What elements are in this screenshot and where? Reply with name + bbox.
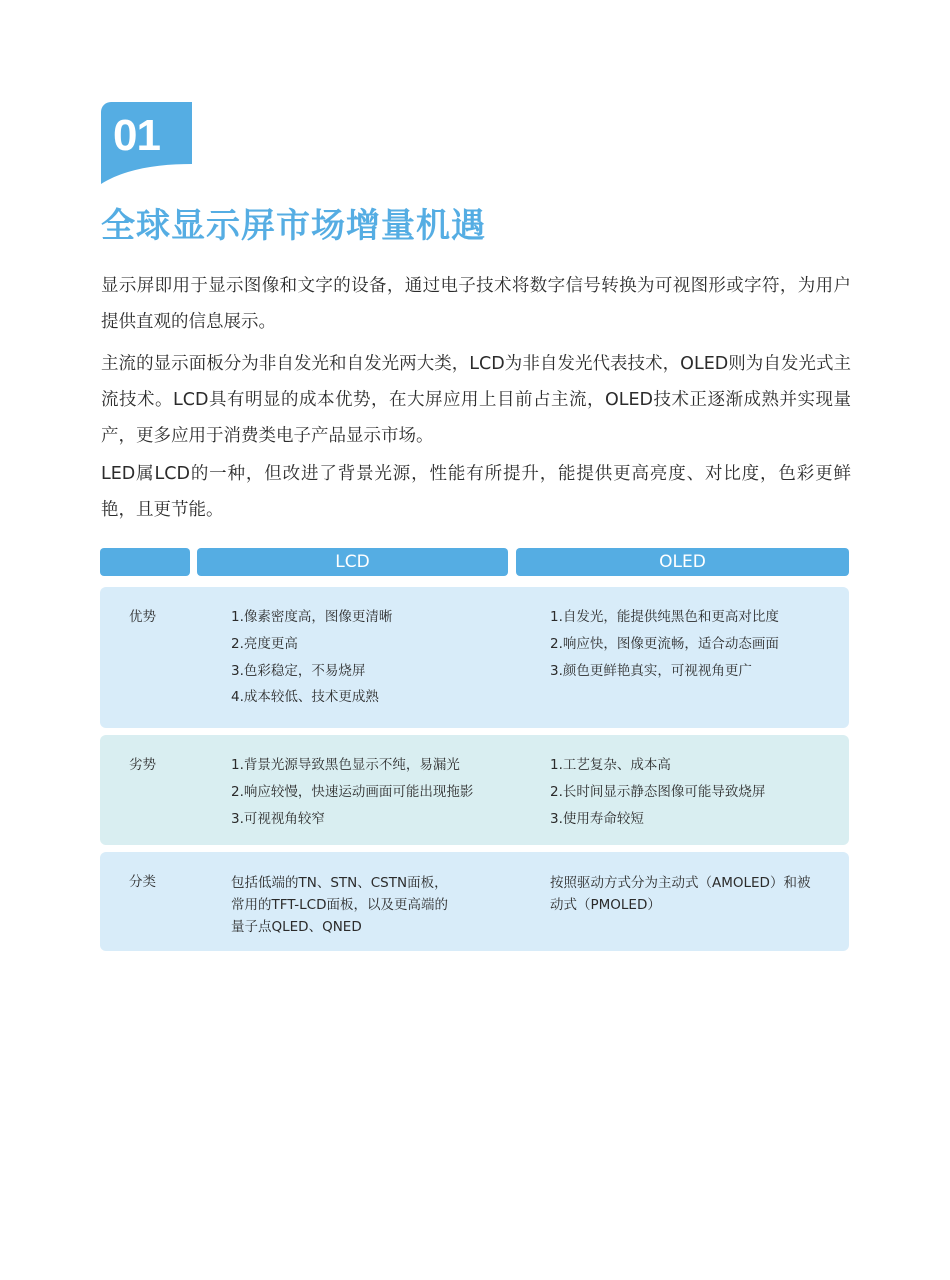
list-item: 3.色彩稳定，不易烧屏 xyxy=(231,662,366,679)
paragraph-intro: 显示屏即用于显示图像和文字的设备，通过电子技术将数字信号转换为可视图形或字符，为用户提供直观的信息展示。 xyxy=(101,276,851,332)
lcd-disadvantages-list xyxy=(231,755,491,835)
section-number-badge xyxy=(101,102,192,184)
list-item: 3.使用寿命较短 xyxy=(550,810,644,827)
table-row-advantages xyxy=(100,587,849,728)
list-item: 3.颜色更鲜艳真实，可视视角更广 xyxy=(550,662,752,679)
paragraph-led: LED属LCD的一种，但改进了背景光源，性能有所提升，能提供更高亮度、对比度，色彩更鲜艳，且更节能。 xyxy=(101,464,851,520)
list-item: 4.成本较低、技术更成熟 xyxy=(231,689,379,706)
header-empty-cell xyxy=(100,548,190,576)
row-label: 优势 xyxy=(129,609,156,625)
header-lcd: LCD xyxy=(197,548,508,576)
list-item: 3.可视视角较窄 xyxy=(231,810,325,827)
section-number: 01 xyxy=(113,111,160,160)
list-item: 2.响应快，图像更流畅，适合动态画面 xyxy=(550,635,779,652)
lcd-categories-text: 包括低端的TN、STN、CSTN面板，常用的TFT-LCD面板，以及更高端的量子点QLED、QNED xyxy=(231,875,448,935)
oled-categories-text: 按照驱动方式分为主动式（AMOLED）和被动式（PMOLED） xyxy=(550,875,811,913)
comparison-table-header xyxy=(100,548,849,576)
row-label: 分类 xyxy=(129,874,156,890)
list-item: 2.亮度更高 xyxy=(231,635,298,652)
list-item: 1.工艺复杂、成本高 xyxy=(550,757,671,773)
table-row-disadvantages xyxy=(100,735,849,845)
lcd-advantages-list xyxy=(231,607,491,714)
row-label: 劣势 xyxy=(129,757,156,773)
list-item: 1.自发光，能提供纯黑色和更高对比度 xyxy=(550,609,779,625)
list-item: 1.背景光源导致黑色显示不纯，易漏光 xyxy=(231,757,460,773)
table-row-categories xyxy=(100,852,849,951)
header-oled: OLED xyxy=(516,548,849,576)
list-item: 2.响应较慢，快速运动画面可能出现拖影 xyxy=(231,783,474,800)
oled-disadvantages-list xyxy=(550,755,830,835)
oled-advantages-list xyxy=(550,607,830,687)
paragraph-panel-types: 主流的显示面板分为非自发光和自发光两大类，LCD为非自发光代表技术，OLED则为自发光式主流技术。LCD具有明显的成本优势，在大屏应用上目前占主流，OLED技术正逐渐成熟并实现量产，更多应用于消费类电子产品显示市场。 xyxy=(101,354,851,446)
page-title: 全球显示屏市场增量机遇 xyxy=(101,206,486,246)
list-item: 1.像素密度高，图像更清晰 xyxy=(231,609,393,625)
list-item: 2.长时间显示静态图像可能导致烧屏 xyxy=(550,783,766,800)
